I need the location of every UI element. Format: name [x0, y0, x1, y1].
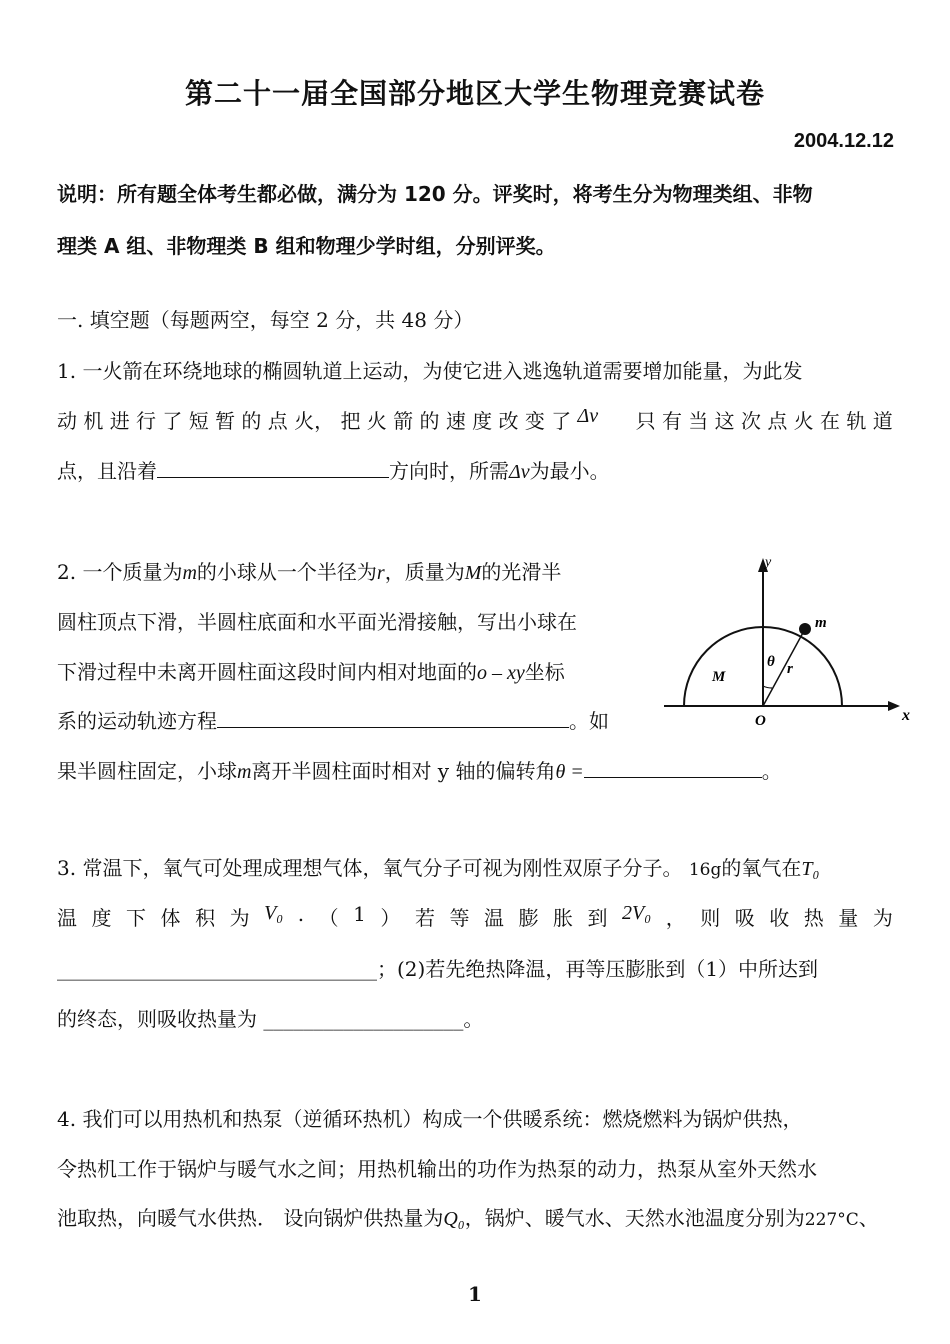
q3-line-2-word: 若 — [414, 906, 435, 930]
q2-text-g: 系的运动轨迹方程 — [57, 709, 217, 733]
q3-line-2-word: 吸 — [734, 906, 755, 930]
q3-line-2-word: 膨 — [518, 906, 539, 930]
q1-line-2 — [57, 405, 893, 434]
instructions-line-2: 理类 A 组、非物理类 B 组和物理少学时组，分别评奖。 — [57, 234, 556, 258]
q1-line-2-word: 箭 — [393, 409, 414, 433]
q2-line-3 — [57, 656, 565, 685]
q1-line-2-word: Δv⃗， — [577, 405, 630, 427]
q3-energy-blank-2[interactable]: ____________________ — [263, 1007, 464, 1031]
q1-line-2-word: 行 — [136, 409, 157, 433]
q3-line-2-word: ） — [380, 906, 401, 930]
q1-line-2-word: 短 — [188, 409, 209, 433]
q4-line-1: 4. 我们可以用热机和热泵（逆循环热机）构成一个供暖系统：燃烧燃料为锅炉供热， — [57, 1107, 803, 1131]
label-M: M — [712, 669, 726, 685]
q1-line-2-word: 只 — [635, 409, 656, 433]
q3-line-2-word: 温 — [57, 906, 77, 930]
q3-line-2-word: 下 — [126, 906, 147, 930]
q3-line-2-word: 则 — [700, 906, 721, 930]
q3-line-3 — [57, 953, 818, 982]
label-m: m — [815, 615, 827, 631]
q4-temp: 227°C — [804, 1210, 859, 1230]
q2-sym-m: m — [182, 562, 197, 584]
q1-line-2-word: 动 — [57, 409, 77, 433]
q1-line-2-word: 改 — [498, 409, 519, 433]
q4-line-3 — [57, 1202, 879, 1231]
page-number: 1 — [468, 1282, 482, 1306]
q2-text-i: 果半圆柱固定，小球 — [57, 759, 237, 783]
q3-line-2-word: 等 — [449, 906, 470, 930]
q1-line-2-word: 火 — [366, 409, 387, 433]
q3-line-2-word: ， — [665, 906, 686, 930]
q4-text-a: 池取热，向暖气水供热． 设向锅炉供热量为 — [57, 1206, 444, 1230]
q1-line-2-word: 了 — [551, 409, 572, 433]
q2-text-e: 下滑过程中未离开圆柱面这段时间内相对地面的 — [57, 660, 477, 684]
q1-line-2-word: 火 — [793, 409, 814, 433]
q1-line-2-word: 点 — [267, 409, 288, 433]
q4-text-b: ，锅炉、暖气水、天然水池温度分别为 — [464, 1206, 805, 1230]
q3-sym-T0: T₀ — [801, 858, 820, 880]
q1-answer-blank[interactable] — [157, 459, 389, 478]
q2-sym-M: M — [464, 562, 482, 584]
ball — [799, 623, 811, 635]
q4-line-2: 令热机工作于锅炉与暖气水之间；用热机输出的功作为热泵的动力，热泵从室外天然水 — [57, 1157, 817, 1181]
q1-line-2-word: 次 — [740, 409, 761, 433]
q2-line-4 — [57, 705, 609, 734]
q1-line-2-word: 点 — [767, 409, 788, 433]
q3-mass: 16g — [688, 860, 722, 880]
q1-line-2-word: 把 — [340, 409, 361, 433]
instructions-line-1: 说明：所有题全体考生都必做，满分为 120 分。评奖时，将考生分为物理类组、非物 — [57, 182, 813, 206]
section-heading: 一. 填空题（每题两空，每空 2 分，共 48 分） — [57, 308, 474, 332]
q1-line-2-word: 这 — [714, 409, 735, 433]
q1-line-2-word: 进 — [109, 409, 130, 433]
q1-line-2-word: 变 — [524, 409, 545, 433]
q2-text-c: ，质量为 — [384, 560, 465, 584]
q3-line-2-word: V₀ — [264, 902, 284, 924]
angle-arc — [763, 686, 772, 688]
q3-line-2-word: 体 — [160, 906, 181, 930]
q4-sym-Q0: Q₀ — [443, 1208, 465, 1230]
half-cylinder-figure — [650, 548, 920, 738]
q1-text-c: 为最小。 — [529, 459, 610, 483]
q3-text-a: 3. 常温下，氧气可处理成理想气体，氧气分子可视为刚性双原子分子。 — [57, 856, 683, 880]
label-r: r — [787, 661, 793, 677]
q1-line-2-word: 度 — [472, 409, 493, 433]
q3-line-2-word: 胀 — [553, 906, 573, 930]
q1-line-1: 1. 一火箭在环绕地球的椭圆轨道上运动，为使它进入逃逸轨道需要增加能量，为此发 — [57, 359, 803, 383]
q3-line-4 — [57, 1003, 483, 1032]
q1-line-2-word: 轨 — [846, 409, 867, 433]
q4-text-c: 、 — [858, 1206, 879, 1230]
q3-text-b: 的氧气在 — [721, 856, 802, 880]
q2-line-1 — [57, 556, 561, 585]
q1-line-2-word: 机 — [83, 409, 104, 433]
q1-line-2-word: 有 — [661, 409, 682, 433]
q2-sym-r: r — [376, 562, 385, 584]
q2-sym-oxy: o – xy — [477, 662, 525, 684]
q2-sym-theta: θ = — [555, 761, 584, 783]
q1-line-3 — [57, 455, 610, 484]
q1-line-2-word: 的 — [419, 409, 440, 433]
q1-line-2-word: 了 — [162, 409, 183, 433]
q3-line-2-word: . — [297, 902, 305, 926]
q3-line-2-word: 量 — [838, 906, 859, 930]
q2-text-f: 坐标 — [524, 660, 565, 684]
q3-line-2-word: 到 — [587, 906, 608, 930]
q3-line-2-word: （ — [318, 906, 339, 930]
q2-text-d: 的光滑半 — [481, 560, 562, 584]
q3-line-2-word: 热 — [803, 906, 824, 930]
q3-line-2-word: 积 — [195, 906, 216, 930]
q1-line-2-word: 暂 — [215, 409, 236, 433]
q3-line-2-word: 度 — [91, 906, 112, 930]
label-y: y — [765, 555, 772, 570]
q3-text-c: ；(2)若先绝热降温，再等压膨胀到（1）中所达到 — [377, 957, 819, 981]
q3-line-2-word: 1 — [353, 902, 366, 926]
q3-text-e: 。 — [463, 1007, 484, 1031]
exam-date: 2004.12.12 — [793, 130, 894, 152]
q1-line-2-word: 在 — [820, 409, 841, 433]
q2-text-j: 离开半圆柱面时相对 y 轴的偏转角 — [251, 759, 556, 783]
q1-line-2-word: 当 — [688, 409, 709, 433]
q3-line-2-word: 温 — [483, 906, 504, 930]
q3-energy-blank-1[interactable]: ________________________________ — [57, 957, 377, 981]
q3-line-2-word: 为 — [872, 906, 893, 930]
label-x: x — [902, 707, 910, 724]
q2-text-a: 2. 一个质量为 — [57, 560, 183, 584]
q2-sym-m2: m — [237, 761, 252, 783]
q3-line-2 — [57, 902, 893, 931]
q3-line-2-word: 2V₀ — [622, 902, 652, 924]
q1-text-a: 点，且沿着 — [57, 459, 157, 483]
q1-line-2-word: 速 — [445, 409, 466, 433]
q3-line-2-word: 收 — [769, 906, 790, 930]
q2-line-5 — [57, 755, 782, 784]
q1-line-2-word: 火， — [294, 409, 335, 433]
label-o: O — [755, 713, 766, 729]
q1-text-b: 方向时，所需 — [389, 459, 509, 483]
q3-line-1 — [57, 852, 819, 881]
q2-text-h: 。如 — [569, 709, 609, 733]
page-title: 第二十一届全国部分地区大学生物理竞赛试卷 — [184, 77, 765, 110]
q3-line-2-word: 为 — [229, 906, 250, 930]
q1-line-2-word: 道 — [872, 409, 893, 433]
q2-text-k: 。 — [761, 759, 782, 783]
label-theta: θ — [767, 654, 775, 670]
x-axis-arrow — [888, 701, 900, 711]
q1-line-2-word: 的 — [241, 409, 262, 433]
q2-angle-blank[interactable] — [584, 759, 762, 778]
q2-text-b: 的小球从一个半径为 — [196, 560, 377, 584]
q2-trajectory-blank[interactable] — [217, 709, 569, 728]
q1-delta-v: Δv — [509, 461, 530, 483]
q2-line-2: 圆柱顶点下滑，半圆柱底面和水平面光滑接触，写出小球在 — [57, 610, 577, 634]
q3-text-d: 的终态，则吸收热量为 — [57, 1007, 257, 1031]
